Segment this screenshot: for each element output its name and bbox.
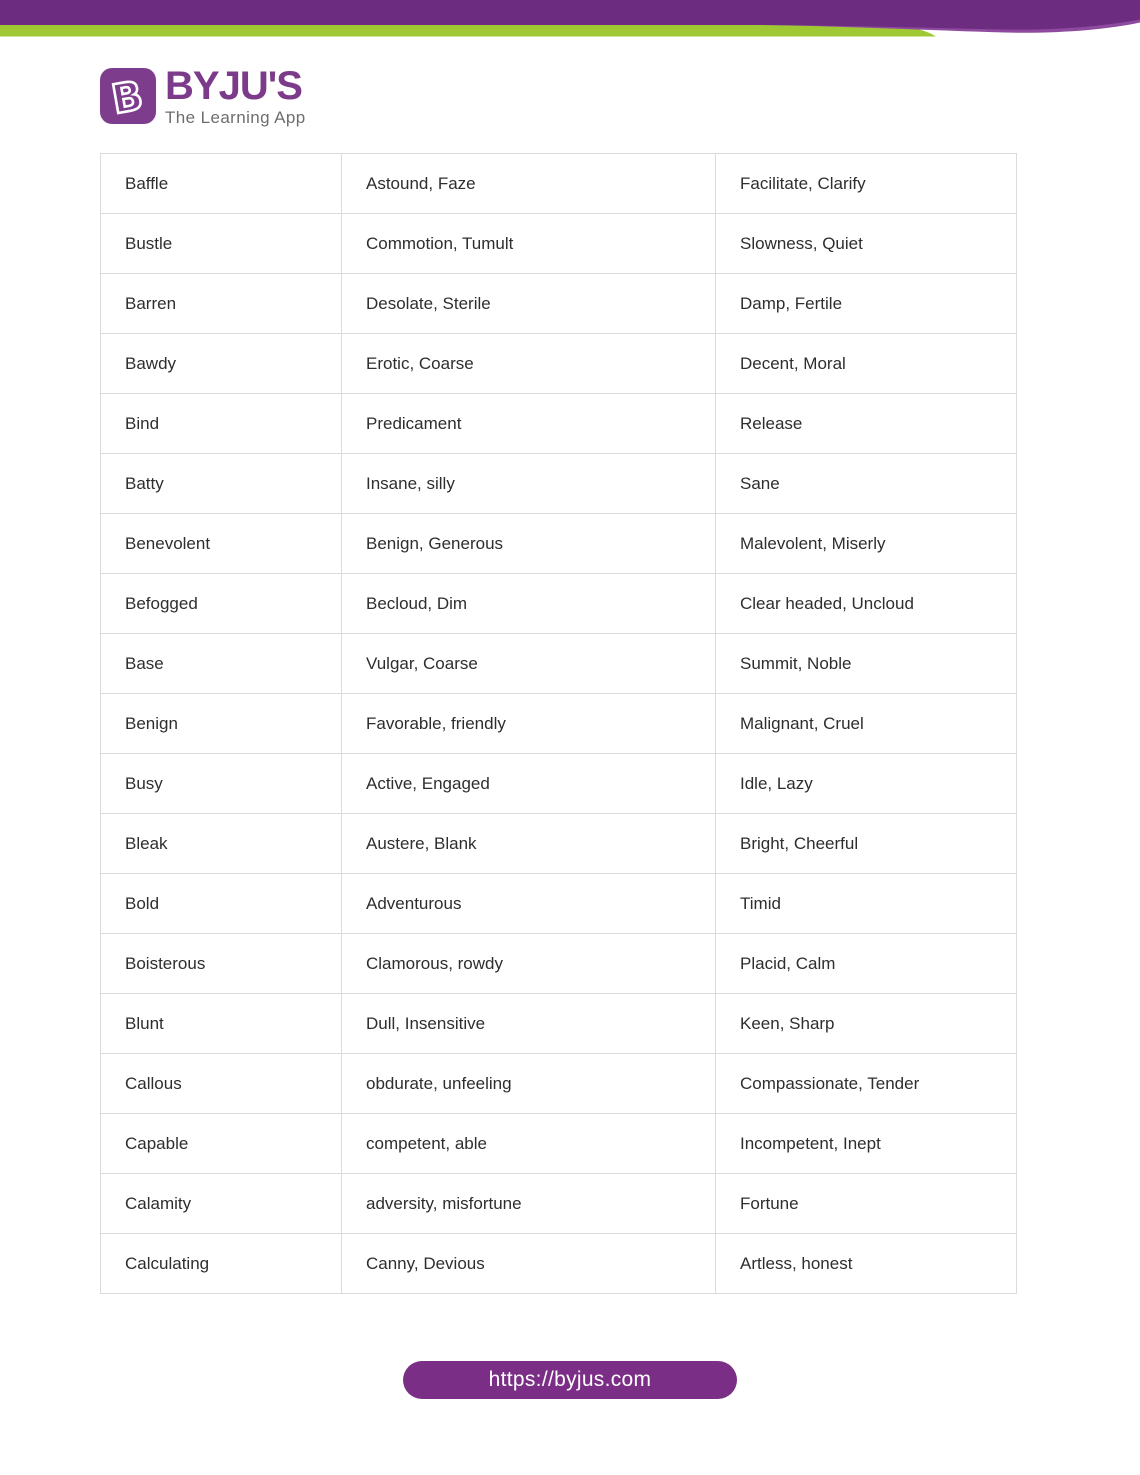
word-cell: Benign	[101, 694, 342, 754]
word-cell: Callous	[101, 1054, 342, 1114]
synonyms-cell: Favorable, friendly	[342, 694, 716, 754]
antonyms-cell: Clear headed, Uncloud	[716, 574, 1017, 634]
word-cell: Benevolent	[101, 514, 342, 574]
table-row	[101, 934, 1017, 994]
antonyms-cell: Timid	[716, 874, 1017, 934]
header-band-decoration	[0, 0, 1140, 60]
synonym-antonym-table	[100, 153, 1017, 1294]
synonyms-cell: Clamorous, rowdy	[342, 934, 716, 994]
antonyms-cell: Compassionate, Tender	[716, 1054, 1017, 1114]
green-stripe	[0, 25, 936, 37]
word-cell: Boisterous	[101, 934, 342, 994]
antonyms-cell: Fortune	[716, 1174, 1017, 1234]
antonyms-cell: Artless, honest	[716, 1234, 1017, 1294]
synonyms-cell: Insane, silly	[342, 454, 716, 514]
synonyms-cell: Becloud, Dim	[342, 574, 716, 634]
antonyms-cell: Damp, Fertile	[716, 274, 1017, 334]
synonyms-cell: Erotic, Coarse	[342, 334, 716, 394]
synonyms-cell: adversity, misfortune	[342, 1174, 716, 1234]
table-row	[101, 694, 1017, 754]
synonyms-cell: competent, able	[342, 1114, 716, 1174]
antonyms-cell: Placid, Calm	[716, 934, 1017, 994]
antonyms-cell: Idle, Lazy	[716, 754, 1017, 814]
synonyms-cell: Adventurous	[342, 874, 716, 934]
table-row	[101, 514, 1017, 574]
word-cell: Barren	[101, 274, 342, 334]
word-cell: Bind	[101, 394, 342, 454]
word-cell: Batty	[101, 454, 342, 514]
table-row	[101, 394, 1017, 454]
synonyms-cell: Dull, Insensitive	[342, 994, 716, 1054]
antonyms-cell: Facilitate, Clarify	[716, 154, 1017, 214]
synonyms-cell: Austere, Blank	[342, 814, 716, 874]
synonyms-cell: Canny, Devious	[342, 1234, 716, 1294]
byjus-logo	[100, 64, 306, 128]
table-row	[101, 1054, 1017, 1114]
word-cell: Blunt	[101, 994, 342, 1054]
table-row	[101, 214, 1017, 274]
byjus-url-pill[interactable]	[403, 1361, 737, 1399]
table-row	[101, 574, 1017, 634]
table-row	[101, 454, 1017, 514]
antonyms-cell: Release	[716, 394, 1017, 454]
table-row	[101, 754, 1017, 814]
word-cell: Base	[101, 634, 342, 694]
word-cell: Befogged	[101, 574, 342, 634]
table-row	[101, 1174, 1017, 1234]
antonyms-cell: Malignant, Cruel	[716, 694, 1017, 754]
synonyms-cell: Commotion, Tumult	[342, 214, 716, 274]
synonyms-cell: Predicament	[342, 394, 716, 454]
antonyms-cell: Slowness, Quiet	[716, 214, 1017, 274]
table-row	[101, 814, 1017, 874]
byjus-url-text[interactable]: https://byjus.com	[488, 1368, 652, 1391]
logo-tagline-text: The Learning App	[165, 108, 306, 127]
logo-b-glyph: B	[108, 72, 147, 124]
synonyms-cell: Active, Engaged	[342, 754, 716, 814]
word-cell: Bustle	[101, 214, 342, 274]
synonyms-cell: Desolate, Sterile	[342, 274, 716, 334]
logo-brand-text: BYJU'S	[165, 64, 302, 108]
antonyms-cell: Malevolent, Miserly	[716, 514, 1017, 574]
table-row	[101, 154, 1017, 214]
table-row	[101, 994, 1017, 1054]
antonyms-cell: Sane	[716, 454, 1017, 514]
table-row	[101, 1114, 1017, 1174]
word-cell: Calculating	[101, 1234, 342, 1294]
word-cell: Busy	[101, 754, 342, 814]
table-row	[101, 274, 1017, 334]
byjus-b-icon	[100, 68, 156, 124]
table-row	[101, 874, 1017, 934]
table-row	[101, 1234, 1017, 1294]
antonyms-cell: Keen, Sharp	[716, 994, 1017, 1054]
table-row	[101, 334, 1017, 394]
table-row	[101, 634, 1017, 694]
word-cell: Bleak	[101, 814, 342, 874]
antonyms-cell: Decent, Moral	[716, 334, 1017, 394]
logo-text-block	[165, 64, 306, 128]
synonyms-cell: Astound, Faze	[342, 154, 716, 214]
word-cell: Baffle	[101, 154, 342, 214]
word-cell: Bold	[101, 874, 342, 934]
word-cell: Capable	[101, 1114, 342, 1174]
word-cell: Bawdy	[101, 334, 342, 394]
synonyms-cell: Benign, Generous	[342, 514, 716, 574]
table-body	[101, 154, 1017, 1294]
antonyms-cell: Incompetent, Inept	[716, 1114, 1017, 1174]
antonyms-cell: Bright, Cheerful	[716, 814, 1017, 874]
synonyms-cell: Vulgar, Coarse	[342, 634, 716, 694]
antonyms-cell: Summit, Noble	[716, 634, 1017, 694]
word-cell: Calamity	[101, 1174, 342, 1234]
synonyms-cell: obdurate, unfeeling	[342, 1054, 716, 1114]
